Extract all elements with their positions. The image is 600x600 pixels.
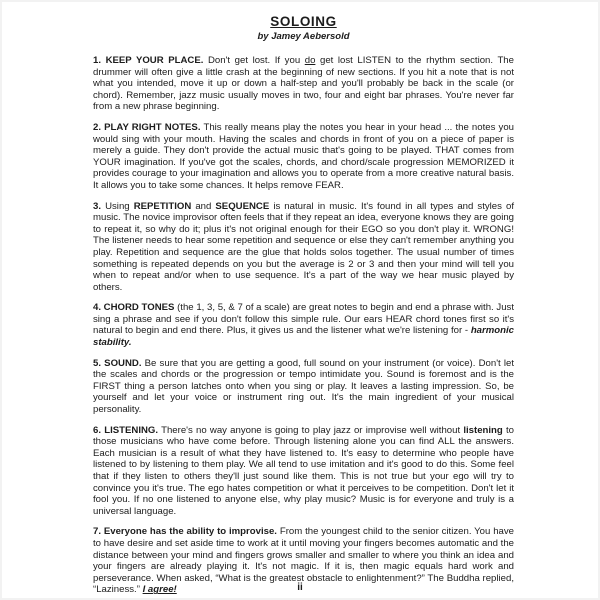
text-segment: 6. LISTENING. (93, 424, 159, 436)
byline: by Jamey Aebersold (257, 31, 350, 42)
text-segment: I agree! (142, 584, 177, 596)
text-segment: 4. CHORD TONES (93, 302, 175, 314)
text-segment: to those musicians who have come before. Through listening alone you can find ALL the answers. Each musician is a result of what they have listened to. It's easy to determine who people have listened to by listening to them play. We all tend to use imitation and it's good to do this. Some feel that if they listen to others they'll just sound like them. This is not true but your ego will try to convince you it's true. The ego hates competition or what it perceives to be competition. Don't let it fool you. If no one listened to anyone else, why play music? Music is for everyone and truly is a universal language. (93, 424, 514, 517)
text-segment: This really means play the notes you hear in your head ... the notes you would sing with your mouth. Having the scales and chords in front of you on a piece of paper is merely a guide. They don't provide the actual music that's going to be played. THAT comes from YOUR imagination. If you've got the scales, chords, and chord/scale progression MEMORIZED it provides courage to your imagination and allows you to operate from a more creative natural basis. It allows you to take some chances. It helps remove FEAR. (93, 121, 514, 191)
paragraph (93, 425, 514, 518)
text-segment: harmonic stability. (93, 325, 514, 349)
paragraph (93, 55, 514, 113)
paragraph (93, 358, 514, 416)
text-segment: Don't get lost. If you (203, 55, 305, 66)
text-segment: SEQUENCE (215, 200, 270, 212)
text-segment: From the youngest child to the senior citizen. You have to have desire and set aside time to work at it until moving your fingers becomes automatic and the distance between your mind and fingers grows smaller and smaller to where you think an idea and your fingers are already playing it. It's not magic. If it is, then magic equals hard work and perseverance. When asked, “What is the greatest obstacle to enlightenment?” The Buddha replied, “Laziness.” (93, 526, 514, 596)
text-segment: Be sure that you are getting a good, full sound on your instrument (or voice). Don't let the scales and chords or the progression or tempo intimidate you. Sound is foremost and is the FIRST thing a person latches onto when you sing or play. It leaves a lasting impression. So, be yourself and let your voice or instrument ring out. It's the main ingredient of your musical personality. (93, 357, 514, 416)
text-segment: 7. Everyone has the ability to improvise. (93, 526, 277, 538)
text-segment: is natural in music. It's found in all types and styles of music. The novice improvisor often feels that if they repeat an idea, everyone knows they are going to repeat it, so why do it; plus it's not original enough for their EGO so you don't play it. WRONG! The listener needs to hear some repetition and sequence or else they can't remember anything you play. Repetition and sequence are the glue that holds solos together. The usual number of times something is repeated depends on you but the average is 2 or 3 and then your mind will tell you when to repeat and/or when to use sequence. It's a part of the way we hear music played by others. (93, 200, 515, 293)
paragraph (93, 201, 514, 294)
text-segment: 5. SOUND. (93, 357, 142, 369)
text-segment: REPETITION (133, 200, 192, 212)
text-segment: Using (101, 200, 134, 212)
text-segment: do (304, 55, 316, 66)
text-segment: get lost LISTEN to the rhythm section. The drummer will often give a little crash at the beginning of new sections. If you hit a note that is not what you intended, move it up or down a half-step and you'll probably be back in the scale (or chord). Remember, jazz music usually moves in two, four and eight bar phrases. You're never far from a new phrase beginning. (93, 55, 514, 113)
text-segment: (the 1, 3, 5, & 7 of a scale) are great notes to begin and end a phrase with. Just sing a phrase and see if you don't follow this simple rule. Our ears HEAR chord tones first so it's natural to begin and end there. Plus, it gives us and the listener what we're listening for - (93, 302, 514, 337)
text-segment: and (191, 200, 216, 212)
text-segment: 2. PLAY RIGHT NOTES. (93, 121, 201, 133)
body-paragraphs (93, 55, 514, 596)
text-segment: There's no way anyone is going to play jazz or improvise well without (158, 424, 464, 436)
page-number: ii (297, 582, 303, 593)
text-segment: 3. (93, 200, 102, 212)
paragraph (93, 302, 514, 348)
text-segment: listening (463, 424, 503, 436)
page-title: SOLOING (270, 14, 337, 29)
text-segment: 1. KEEP YOUR PLACE. (93, 55, 204, 66)
paragraph (93, 122, 514, 192)
